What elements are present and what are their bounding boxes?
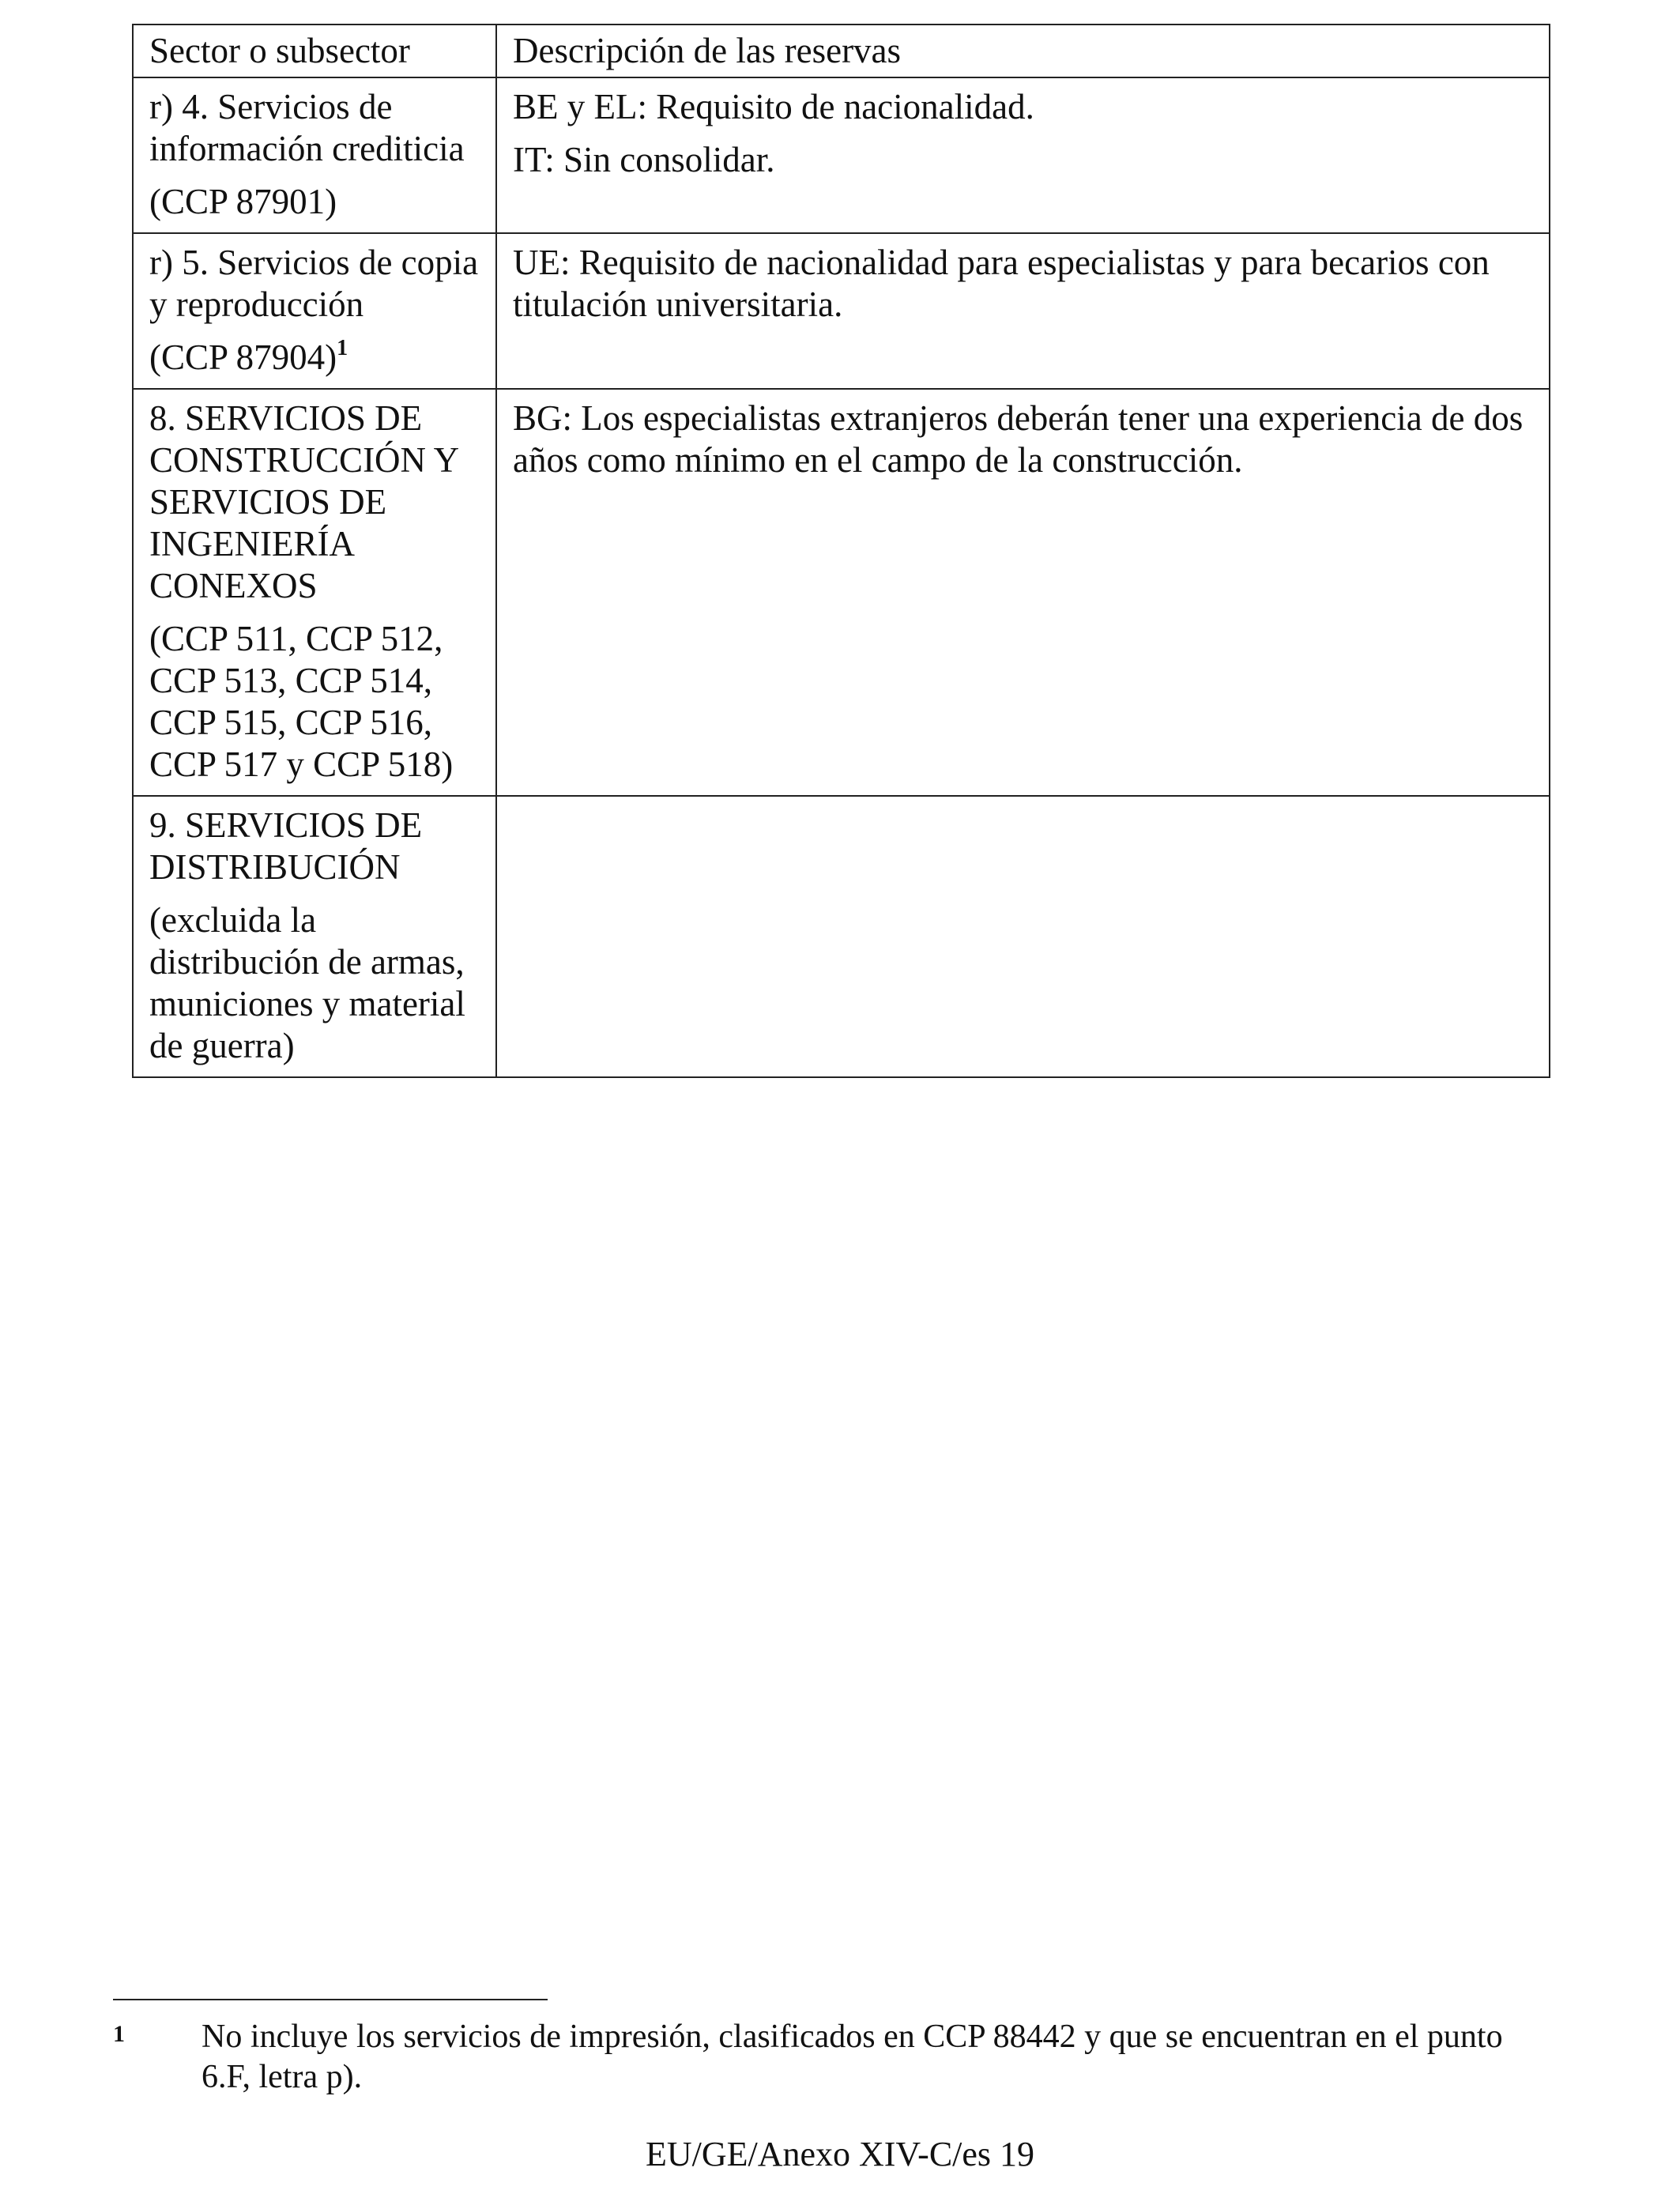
sector-code-line [149, 337, 481, 379]
footnote-mark: 1 [113, 2021, 125, 2047]
header-descripcion: Descripción de las reservas [496, 25, 1550, 77]
header-sector: Sector o subsector [133, 25, 496, 77]
sector-code: (CCP 87904) [149, 337, 337, 377]
sector-code: (CCP 511, CCP 512, CCP 513, CCP 514, CCP 515, CCP 516, CCP 517 y CCP 518) [149, 619, 454, 784]
description-cell [496, 389, 1550, 796]
footnote [113, 2017, 1551, 2098]
sector-cell [133, 233, 496, 389]
sector-cell [133, 77, 496, 233]
table-row [133, 233, 1550, 389]
footnote-separator [113, 1999, 548, 2000]
description-cell [496, 233, 1550, 389]
reservations-table [132, 24, 1550, 1078]
description-cell [496, 77, 1550, 233]
sector-code: (excluida la distribución de armas, municiones y material de guerra) [149, 900, 465, 1065]
footnote-reference[interactable]: 1 [337, 336, 348, 360]
description-text: UE: Requisito de nacionalidad para especialistas y para becarios con titulación universitaria. [513, 243, 1490, 324]
table-header-row [133, 25, 1550, 77]
sector-text: r) 5. Servicios de copia y reproducción [149, 243, 479, 324]
sector-text: 8. SERVICIOS DE CONSTRUCCIÓN Y SERVICIOS DE INGENIERÍA CONEXOS [149, 398, 458, 605]
sector-cell [133, 796, 496, 1077]
table-row [133, 389, 1550, 796]
page-reference: EU/GE/Anexo XIV-C/es 19 [645, 2135, 1035, 2173]
footnote-text: No incluye los servicios de impresión, clasificados en CCP 88442 y que se encuentran en el punto 6.F, letra p). [202, 2019, 1503, 2095]
sector-cell [133, 389, 496, 796]
table-row [133, 796, 1550, 1077]
sector-text: r) 4. Servicios de información crediticia [149, 87, 465, 168]
description-text: IT: Sin consolidar. [513, 140, 775, 179]
description-text: BE y EL: Requisito de nacionalidad. [513, 87, 1034, 126]
description-text: BG: Los especialistas extranjeros deberán tener una experiencia de dos años como mínimo en el campo de la construcción. [513, 398, 1524, 480]
sector-text: 9. SERVICIOS DE DISTRIBUCIÓN [149, 805, 423, 887]
sector-code: (CCP 87901) [149, 182, 337, 221]
description-cell [496, 796, 1550, 1077]
table-row [133, 77, 1550, 233]
